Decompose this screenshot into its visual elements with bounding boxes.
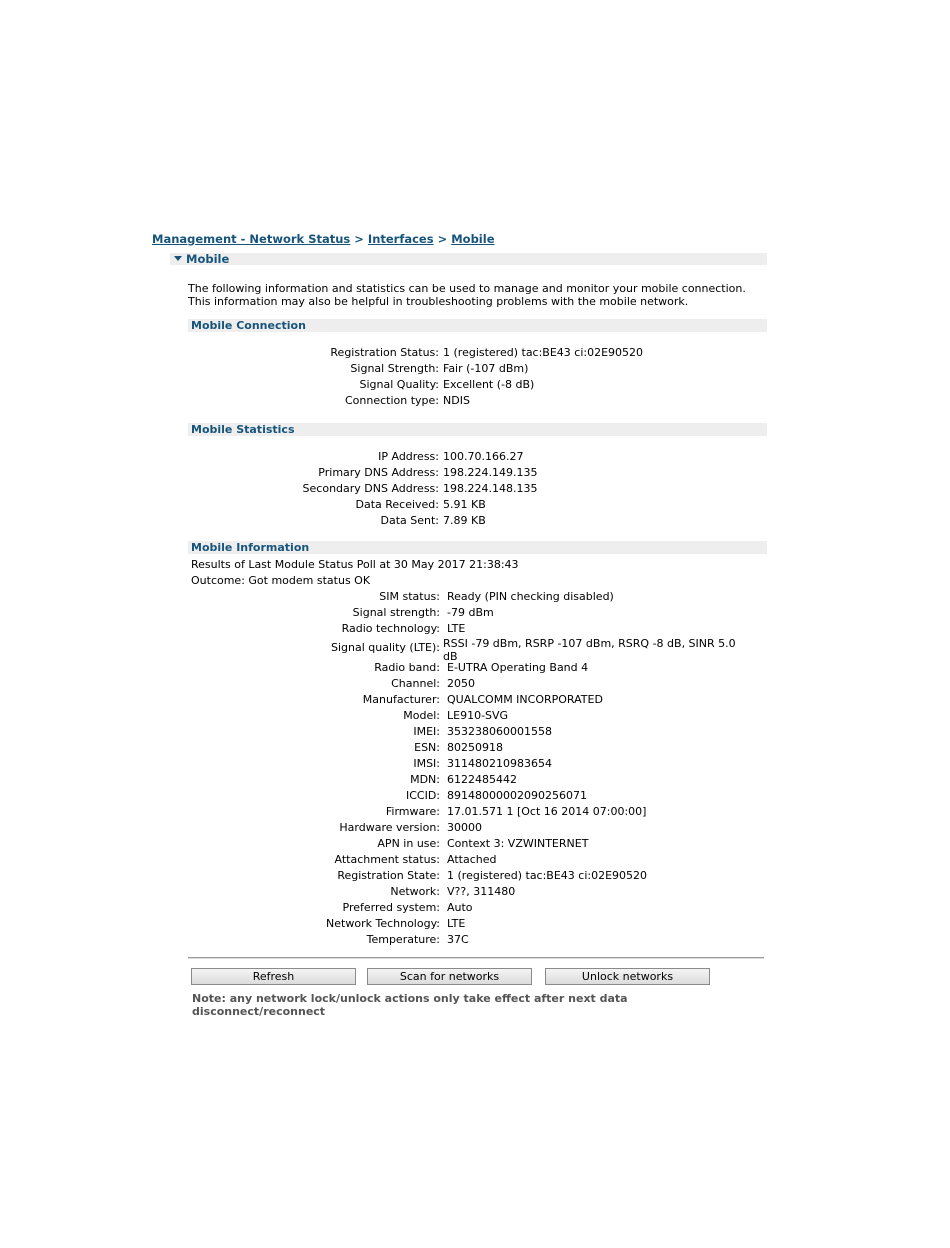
kv-value: 2050: [447, 677, 475, 690]
breadcrumb: [152, 232, 495, 246]
kv-row: [188, 377, 768, 393]
breadcrumb-link-interfaces[interactable]: Interfaces: [367, 232, 434, 246]
kv-label: Registration State:: [337, 869, 440, 882]
kv-value: Ready (PIN checking disabled): [447, 590, 614, 603]
kv-row: [188, 804, 768, 820]
kv-row: [188, 589, 768, 605]
kv-value: 198.224.148.135: [443, 482, 538, 495]
kv-label: Network:: [390, 885, 440, 898]
kv-label: ESN:: [414, 741, 440, 754]
kv-label: Connection type:: [344, 394, 439, 407]
kv-value: NDIS: [443, 394, 470, 407]
mobile-connection-header: Mobile Connection: [188, 319, 767, 332]
section-title: Mobile: [186, 252, 230, 266]
kv-label: IMSI:: [413, 757, 440, 770]
poll-outcome-line: Outcome: Got modem status OK: [191, 574, 371, 587]
kv-row: [188, 772, 768, 788]
kv-value: Attached: [447, 853, 497, 866]
kv-label: IP Address:: [378, 450, 439, 463]
mobile-connection-table: [188, 345, 768, 409]
kv-row: [188, 605, 768, 621]
breadcrumb-link-management[interactable]: Management - Network Status: [152, 232, 351, 246]
kv-value: 5.91 KB: [443, 498, 486, 511]
kv-row: [188, 916, 768, 932]
kv-label: MDN:: [410, 773, 440, 786]
kv-value: Auto: [447, 901, 473, 914]
kv-row: [188, 820, 768, 836]
kv-label: Secondary DNS Address:: [302, 482, 439, 495]
breadcrumb-separator: >: [354, 232, 364, 246]
kv-value: 37C: [447, 933, 469, 946]
refresh-button[interactable]: Refresh: [191, 968, 356, 985]
kv-value: LTE: [447, 917, 466, 930]
kv-label: Registration Status:: [330, 346, 439, 359]
kv-value: E-UTRA Operating Band 4: [447, 661, 589, 674]
breadcrumb-link-mobile[interactable]: Mobile: [451, 232, 495, 246]
poll-results-line: Results of Last Module Status Poll at 30 May 2017 21:38:43: [191, 558, 519, 571]
kv-value: LTE: [447, 622, 466, 635]
kv-row: [188, 900, 768, 916]
kv-row: [188, 481, 768, 497]
kv-label: Preferred system:: [342, 901, 440, 914]
kv-row: [188, 836, 768, 852]
kv-row: [188, 740, 768, 756]
kv-row: [188, 361, 768, 377]
kv-row: [188, 756, 768, 772]
kv-row: [188, 465, 768, 481]
kv-row: [188, 708, 768, 724]
kv-row: [188, 660, 768, 676]
mobile-information-table: [188, 589, 768, 948]
kv-label: Temperature:: [366, 933, 440, 946]
kv-label: Hardware version:: [339, 821, 440, 834]
kv-value: Context 3: VZWINTERNET: [447, 837, 589, 850]
kv-row: [188, 692, 768, 708]
scan-for-networks-button[interactable]: Scan for networks: [367, 968, 532, 985]
intro-line: This information may also be helpful in troubleshooting problems with the mobile network.: [188, 295, 689, 308]
kv-label: Signal quality (LTE):: [331, 641, 440, 654]
unlock-networks-button[interactable]: Unlock networks: [545, 968, 710, 985]
kv-label: Radio band:: [374, 661, 440, 674]
kv-value: 30000: [447, 821, 482, 834]
kv-row: [188, 724, 768, 740]
kv-label: Data Sent:: [380, 514, 439, 527]
intro-text: [188, 282, 768, 308]
kv-label: Network Technology:: [326, 917, 440, 930]
intro-line: The following information and statistics can be used to manage and monitor your mobile connection.: [188, 282, 746, 295]
kv-row: [188, 868, 768, 884]
kv-value: 17.01.571 1 [Oct 16 2014 07:00:00]: [447, 805, 647, 818]
kv-label: Model:: [403, 709, 440, 722]
kv-value: Excellent (-8 dB): [443, 378, 535, 391]
kv-value: 1 (registered) tac:BE43 ci:02E90520: [443, 346, 644, 359]
mobile-information-header: Mobile Information: [188, 541, 767, 554]
kv-label: Signal strength:: [352, 606, 440, 619]
divider: [188, 957, 764, 959]
kv-value: 80250918: [447, 741, 503, 754]
kv-label: Data Received:: [355, 498, 439, 511]
kv-label: Channel:: [391, 677, 440, 690]
kv-label: Signal Quality:: [359, 378, 439, 391]
kv-label: Primary DNS Address:: [318, 466, 439, 479]
kv-label: Attachment status:: [334, 853, 440, 866]
kv-row: [188, 393, 768, 409]
kv-value: LE910-SVG: [447, 709, 509, 722]
kv-value: QUALCOMM INCORPORATED: [447, 693, 603, 706]
kv-value: -79 dBm: [447, 606, 494, 619]
kv-row: [188, 449, 768, 465]
kv-value: 89148000002090256071: [447, 789, 587, 802]
kv-value: 1 (registered) tac:BE43 ci:02E90520: [447, 869, 648, 882]
kv-row: [188, 637, 768, 663]
kv-label: APN in use:: [377, 837, 440, 850]
kv-label: Firmware:: [385, 805, 440, 818]
kv-row: [188, 621, 768, 637]
kv-label: IMEI:: [413, 725, 440, 738]
mobile-section-header[interactable]: [170, 253, 767, 265]
kv-row: [188, 884, 768, 900]
kv-row: [188, 497, 768, 513]
kv-row: [188, 932, 768, 948]
kv-label: SIM status:: [379, 590, 440, 603]
kv-row: [188, 345, 768, 361]
kv-label: Radio technology:: [341, 622, 440, 635]
kv-label: Signal Strength:: [350, 362, 439, 375]
kv-value: RSSI -79 dBm, RSRP -107 dBm, RSRQ -8 dB, SINR 5.0 dB: [443, 637, 736, 663]
network-lock-note: Note: any network lock/unlock actions only take effect after next data disconnect/reconnect: [192, 992, 628, 1018]
kv-value: 100.70.166.27: [443, 450, 524, 463]
breadcrumb-separator: >: [437, 232, 448, 246]
mobile-statistics-table: [188, 449, 768, 529]
kv-value: 6122485442: [447, 773, 517, 786]
kv-value: Fair (-107 dBm): [443, 362, 529, 375]
kv-value: 198.224.149.135: [443, 466, 538, 479]
kv-value: 311480210983654: [447, 757, 552, 770]
kv-row: [188, 788, 768, 804]
kv-label: Manufacturer:: [362, 693, 440, 706]
kv-value: 7.89 KB: [443, 514, 486, 527]
kv-label: ICCID:: [405, 789, 440, 802]
mobile-statistics-header: Mobile Statistics: [188, 423, 767, 436]
kv-value: 353238060001558: [447, 725, 552, 738]
kv-value: V??, 311480: [447, 885, 516, 898]
kv-row: [188, 852, 768, 868]
kv-row: [188, 513, 768, 529]
collapse-triangle-icon[interactable]: [174, 256, 182, 261]
kv-row: [188, 676, 768, 692]
